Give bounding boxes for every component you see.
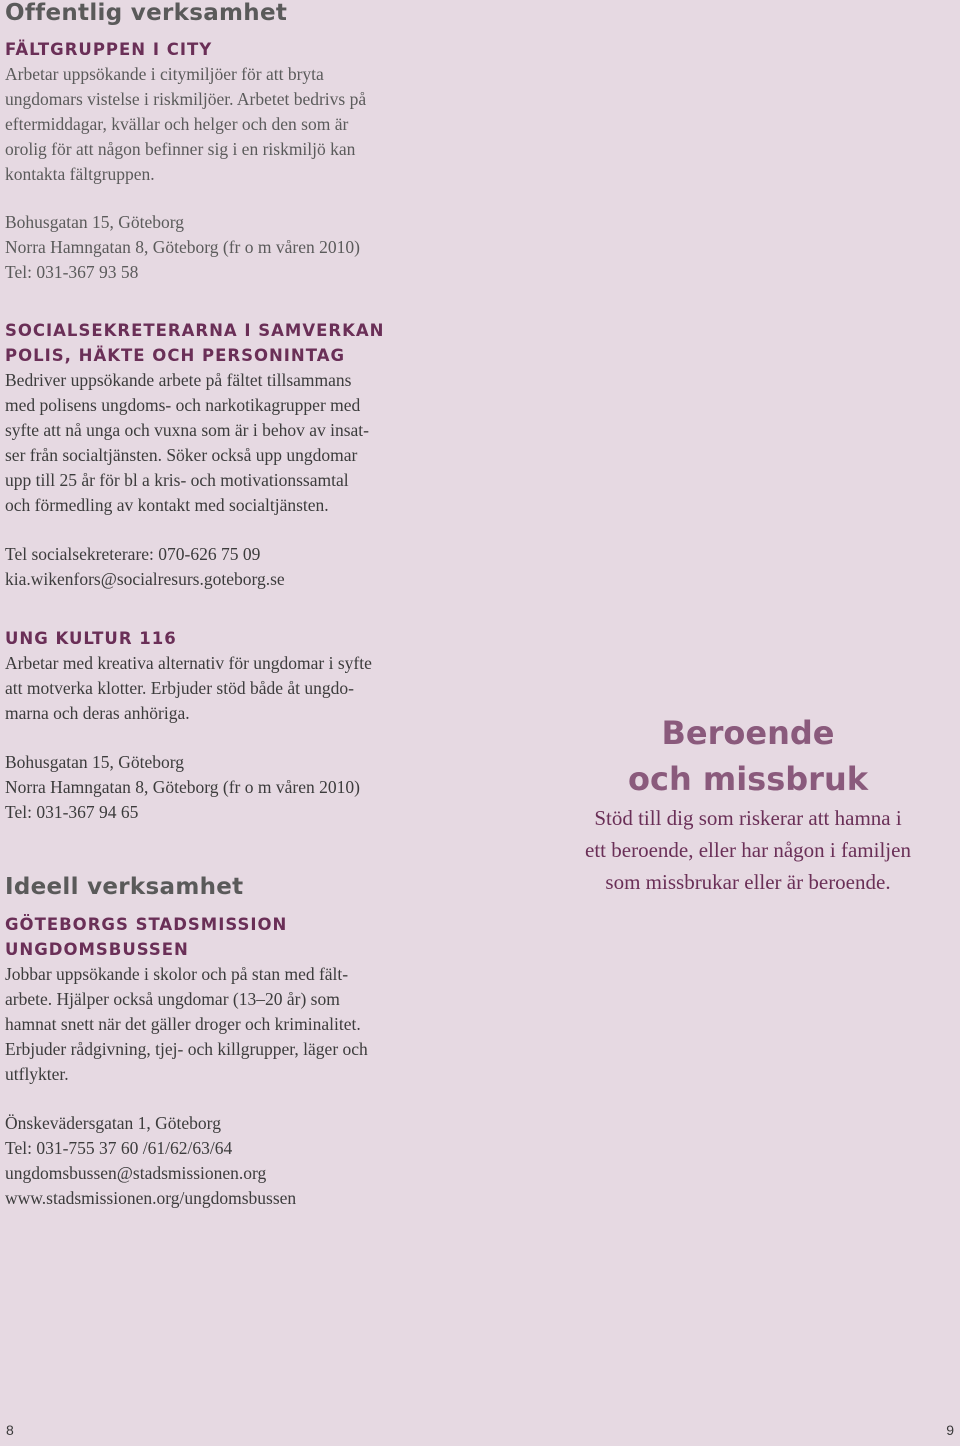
ungkultur-description [5, 651, 525, 726]
phone-line: Tel: 031-755 37 60 /61/62/63/64 [5, 1138, 233, 1158]
page-number-left: 8 [6, 1422, 14, 1438]
text-line: syfte att nå unga och vuxna som är i behov av insat- [5, 420, 369, 440]
text-line: ungdomars vistelse i riskmiljöer. Arbetet bedrivs på [5, 89, 367, 109]
stadsmission-heading-1: GÖTEBORGS STADSMISSION [5, 915, 288, 934]
stadsmission-heading-2: UNGDOMSBUSSEN [5, 940, 189, 959]
address-line: Önskevädersgatan 1, Göteborg [5, 1113, 221, 1133]
faltgruppen-contact [5, 210, 525, 285]
text-line: orolig för att någon befinner sig i en riskmiljö kan [5, 139, 356, 159]
text-line: marna och deras anhöriga. [5, 703, 190, 723]
text-line: Erbjuder rådgivning, tjej- och killgrupper, läger och [5, 1039, 368, 1059]
text-line: eftermiddagar, kvällar och helger och den som är [5, 114, 349, 134]
email-link[interactable]: ungdomsbussen@stadsmissionen.org [5, 1163, 267, 1183]
phone-line: Tel socialsekreterare: 070-626 75 09 [5, 544, 261, 564]
text-line: ser från socialtjänsten. Söker också upp ungdomar [5, 445, 358, 465]
socialsekreterarna-heading-2: POLIS, HÄKTE OCH PERSONINTAG [5, 346, 346, 365]
ungkultur-heading: UNG KULTUR 116 [5, 629, 177, 648]
text-line: Jobbar uppsökande i skolor och på stan med fält- [5, 964, 349, 984]
address-line: Bohusgatan 15, Göteborg [5, 752, 185, 772]
faltgruppen-description [5, 62, 525, 187]
email-link[interactable]: kia.wikenfors@socialresurs.goteborg.se [5, 569, 285, 589]
ungkultur-block [5, 626, 525, 825]
socialsekreterarna-heading-1: SOCIALSEKRETERARNA I SAMVERKAN [5, 321, 385, 340]
faltgruppen-heading: FÄLTGRUPPEN I CITY [5, 40, 213, 59]
faltgruppen-block [5, 37, 525, 285]
callout-title-line: Beroende [661, 714, 835, 752]
stadsmission-description [5, 962, 525, 1087]
ungkultur-contact [5, 750, 525, 825]
text-line: upp till 25 år för bl a kris- och motivationssamtal [5, 470, 349, 490]
text-line: Arbetar med kreativa alternativ för ungdomar i syfte [5, 653, 372, 673]
page-number-right: 9 [946, 1422, 954, 1438]
address-line: Bohusgatan 15, Göteborg [5, 212, 185, 232]
callout-title-line: och missbruk [627, 760, 869, 798]
text-line: Bedriver uppsökande arbete på fältet tillsammans [5, 370, 352, 390]
text-line: ett beroende, eller har någon i familjen [585, 838, 911, 862]
callout-description [540, 802, 956, 898]
callout-box [540, 710, 956, 898]
socialsekreterarna-description [5, 368, 525, 518]
address-line: Norra Hamngatan 8, Göteborg (fr o m våren 2010) [5, 237, 360, 257]
stadsmission-contact [5, 1111, 525, 1211]
socialsekreterarna-contact [5, 542, 525, 592]
text-line: kontakta fältgruppen. [5, 164, 155, 184]
socialsekreterarna-block [5, 318, 525, 592]
text-line: och förmedling av kontakt med socialtjänsten. [5, 495, 329, 515]
text-line: arbete. Hjälper också ungdomar (13–20 år) som [5, 989, 340, 1009]
section-title-ideell: Ideell verksamhet [5, 874, 244, 900]
text-line: hamnat snett när det gäller droger och kriminalitet. [5, 1014, 361, 1034]
stadsmission-block [5, 912, 525, 1211]
phone-line: Tel: 031-367 93 58 [5, 262, 139, 282]
text-line: utflykter. [5, 1064, 69, 1084]
callout-title [540, 710, 956, 802]
address-line: Norra Hamngatan 8, Göteborg (fr o m våren 2010) [5, 777, 360, 797]
section-title-offentlig: Offentlig verksamhet [5, 0, 288, 26]
text-line: med polisens ungdoms- och narkotikagrupper med [5, 395, 361, 415]
text-line: att motverka klotter. Erbjuder stöd både åt ungdo- [5, 678, 354, 698]
web-link[interactable]: www.stadsmissionen.org/ungdomsbussen [5, 1188, 297, 1208]
text-line: som missbrukar eller är beroende. [605, 870, 891, 894]
phone-line: Tel: 031-367 94 65 [5, 802, 139, 822]
text-line: Arbetar uppsökande i citymiljöer för att bryta [5, 64, 324, 84]
text-line: Stöd till dig som riskerar att hamna i [594, 806, 902, 830]
